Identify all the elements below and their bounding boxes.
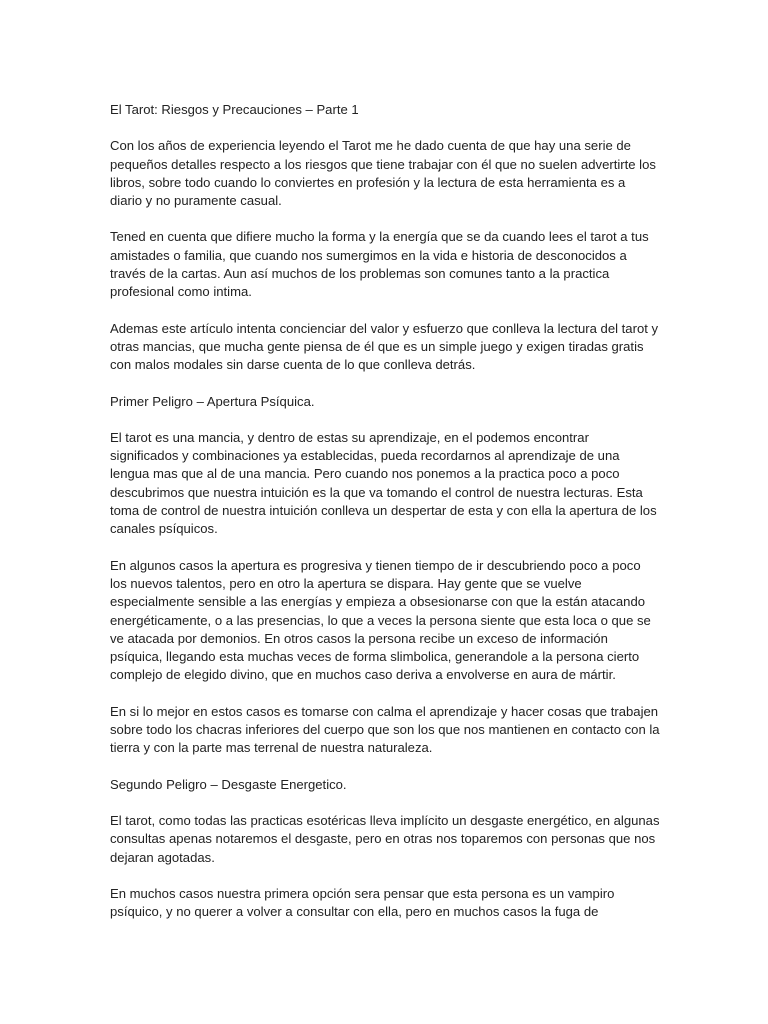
intro-paragraph-1: Con los años de experiencia leyendo el Tarot me he dado cuenta de que hay una serie de pequeños detalles respecto a los riesgos que tiene trabajar con él que no suelen advertirte los libros, sobre todo cuando lo conviertes en profesión y la lectura de esta herramienta es a diario y no puramente casual.: [110, 138, 656, 209]
section-2-paragraph-2: En muchos casos nuestra primera opción sera pensar que esta persona es un vampiro psíquico, y no querer a volver a consultar con ella, pero en muchos casos la fuga de: [110, 885, 615, 920]
document-title: El Tarot: Riesgos y Precauciones – Parte 1: [110, 102, 359, 117]
section-1-paragraph-1: El tarot es una mancia, y dentro de estas su aprendizaje, en el podemos encontrar significados y combinaciones ya establecidas, pueda recordarnos al aprendizaje de una lengua mas que al de una mancia. Pero cuando nos ponemos a la practica poco a poco descubrimos que nuestra intuición es la que va tomando el control de nuestra lecturas. Esta toma de control de nuestra intuición conlleva un despertar de esta y con ella la apertura de los canales psíquicos.: [110, 429, 657, 537]
section-2-heading: Segundo Peligro – Desgaste Energetico.: [110, 776, 347, 792]
section-2-paragraph-1: El tarot, como todas las practicas esotéricas lleva implícito un desgaste energético, en algunas consultas apenas notaremos el desgaste, pero en otras nos toparemos con personas que nos dejaran agotadas.: [110, 812, 660, 865]
intro-paragraph-2: Tened en cuenta que difiere mucho la forma y la energía que se da cuando lees el tarot a tus amistades o familia, que cuando nos sumergimos en la vida e historia de desconocidos a través de la cartas. Aun así muchos de los problemas son comunes tanto a la practica profesional como intima.: [110, 229, 649, 300]
section-1-heading: Primer Peligro – Apertura Psíquica.: [110, 393, 315, 409]
section-1-paragraph-2: En algunos casos la apertura es progresiva y tienen tiempo de ir descubriendo poco a poco los nuevos talentos, pero en otro la apertura se dispara. Hay gente que se vuelve especialmente sensible a las energías y empieza a obsesionarse con que la están atacando energéticamente, o a las presencias, lo que a veces la persona siente que esta loca o que se ve atacada por demonios. En otros casos la persona recibe un exceso de información psíquica, llegando esta muchas veces de forma slimbolica, generandole a la persona cierto complejo de elegido divino, que en muchos caso deriva a envolverse en aura de mártir.: [110, 557, 651, 683]
intro-paragraph-3: Ademas este artículo intenta concienciar del valor y esfuerzo que conlleva la lectura del tarot y otras mancias, que mucha gente piensa de él que es un simple juego y exigen tiradas gratis con malos modales sin darse cuenta de lo que conlleva detrás.: [110, 320, 659, 373]
document-page: [110, 101, 660, 939]
section-1-paragraph-3: En si lo mejor en estos casos es tomarse con calma el aprendizaje y hacer cosas que trabajen sobre todo los chacras inferiores del cuerpo que son los que nos mantienen en contacto con la tierra y con la parte mas terrenal de nuestra naturaleza.: [110, 703, 660, 756]
